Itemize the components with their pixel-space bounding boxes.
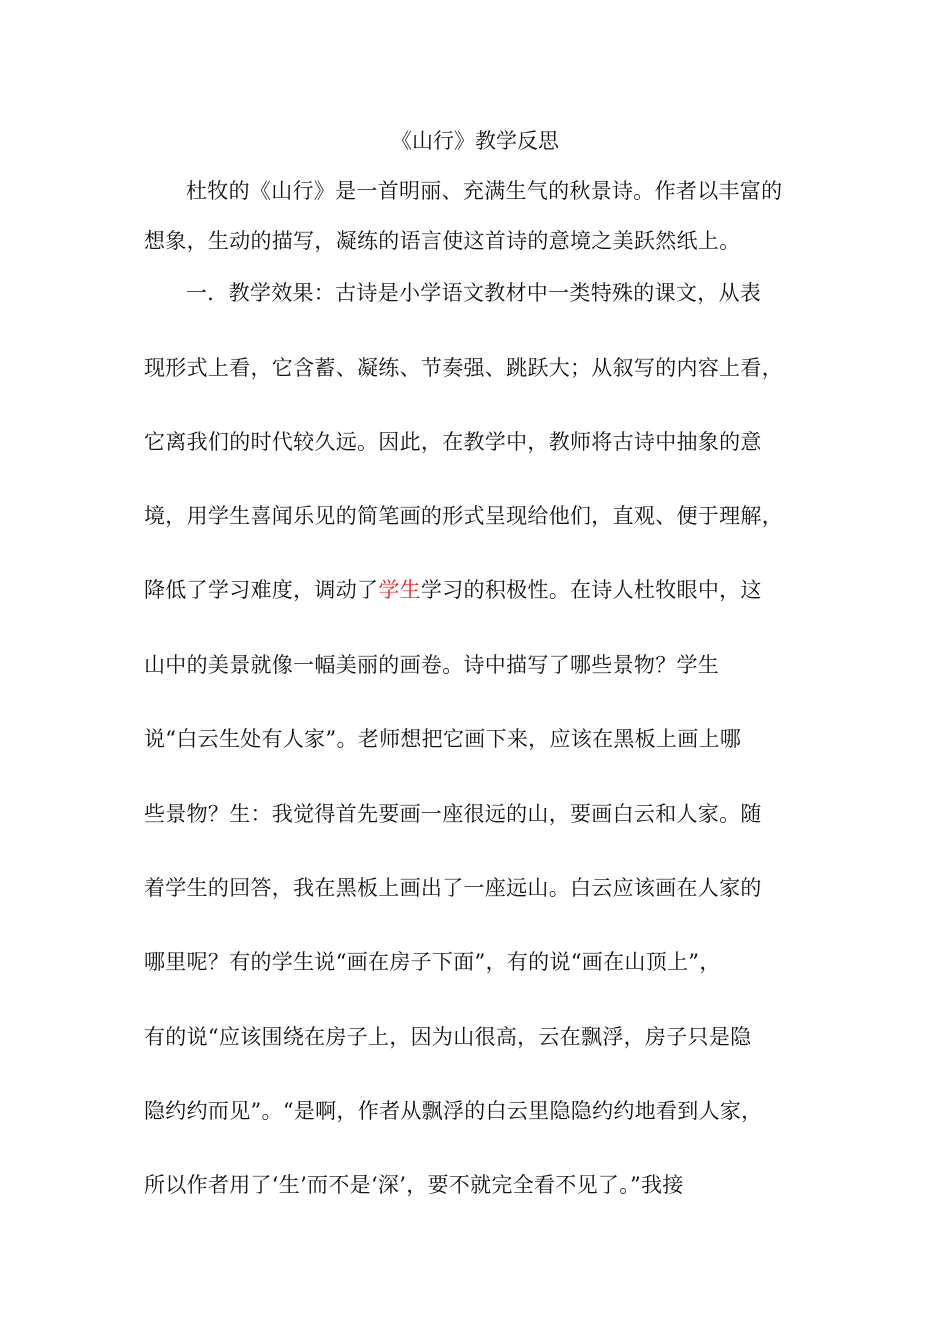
body-line-3: 它离我们的时代较久远。因此，在教学中，教师将古诗中抽象的意 bbox=[144, 430, 762, 454]
section-heading-line: 一．教学效果：古诗是小学语文教材中一类特殊的课文，从表 bbox=[186, 281, 762, 305]
intro-line-2: 想象，生动的描写，凝练的语言使这首诗的意境之美跃然纸上。 bbox=[144, 229, 741, 253]
body-line-12: 隐约约而见”。“是啊，作者从飘浮的白云里隐隐约约地看到人家， bbox=[144, 1099, 763, 1123]
highlighted-word: 学生 bbox=[378, 578, 421, 602]
body-line-2: 现形式上看，它含蓄、凝练、节奏强、跳跃大；从叙写的内容上看， bbox=[144, 356, 783, 380]
body-line-4: 境，用学生喜闻乐见的简笔画的形式呈现给他们，直观、便于理解， bbox=[144, 504, 783, 528]
body-line-6: 山中的美景就像一幅美丽的画卷。诗中描写了哪些景物？学生 bbox=[144, 653, 720, 677]
body-line-13: 所以作者用了‘生’而不是‘深’，要不就完全看不见了。”我接 bbox=[144, 1173, 684, 1197]
body-line-7: 说“白云生处有人家”。老师想把它画下来，应该在黑板上画上哪 bbox=[144, 727, 742, 751]
body-line-11: 有的说“应该围绕在房子上，因为山很高，云在飘浮，房子只是隐 bbox=[144, 1025, 752, 1049]
body-line-9: 着学生的回答，我在黑板上画出了一座远山。白云应该画在人家的 bbox=[144, 876, 762, 900]
body-line-10: 哪里呢？有的学生说“画在房子下面”，有的说“画在山顶上”， bbox=[144, 950, 721, 974]
document-title: 《山行》教学反思 bbox=[391, 129, 559, 153]
body-line-5-before: 降低了学习难度，调动了 bbox=[144, 578, 379, 602]
intro-line-1: 杜牧的《山行》是一首明丽、充满生气的秋景诗。作者以丰富的 bbox=[186, 179, 783, 203]
body-line-5-after: 学习的积极性。在诗人杜牧眼中，这 bbox=[420, 578, 762, 602]
body-line-5 bbox=[144, 575, 762, 605]
body-line-8: 些景物？生：我觉得首先要画一座很远的山，要画白云和人家。随 bbox=[144, 802, 762, 826]
